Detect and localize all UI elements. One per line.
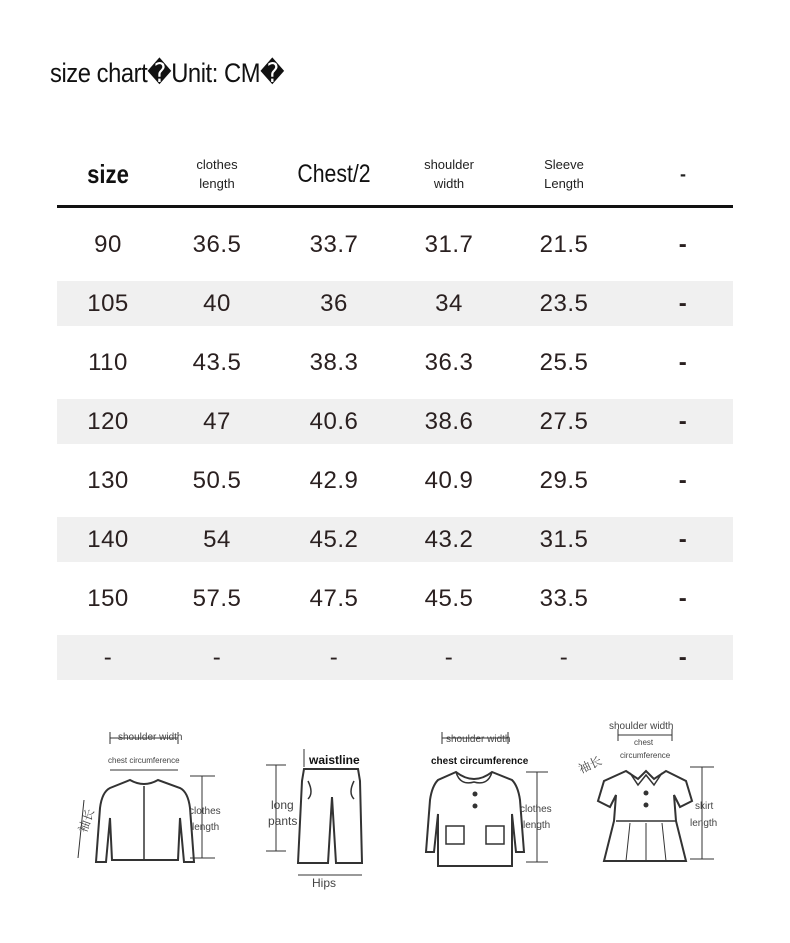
table-cell: 21.5 [539, 231, 589, 258]
table-body [57, 222, 733, 680]
table-cell: - [678, 231, 688, 258]
jacket-length-label-1: clothes [189, 806, 221, 817]
table-cell: - [103, 644, 113, 671]
table-cell: 36.5 [192, 231, 242, 258]
table-cell: - [678, 290, 688, 317]
dress-sleeve-label: 袖长 [576, 753, 605, 777]
table-cell: 31.5 [539, 526, 589, 553]
table-cell: 29.5 [539, 467, 589, 494]
table-row [57, 399, 733, 444]
table-row [57, 340, 733, 385]
table-cell: 120 [87, 408, 129, 435]
table-row [57, 458, 733, 503]
table-cell: 45.5 [424, 585, 474, 612]
header-chest: Chest/2 [297, 159, 371, 188]
table-cell: 40 [203, 290, 231, 317]
table-cell: - [678, 408, 688, 435]
header-sleeve-length-label: Sleeve Length [544, 157, 584, 191]
pants-long-label-2: pants [268, 814, 298, 828]
table-cell: 47 [203, 408, 231, 435]
table-cell: 42.9 [309, 467, 359, 494]
size-table [57, 143, 733, 680]
pants-long-label-1: long [271, 798, 294, 812]
jacket-shoulder-label: shoulder width [118, 732, 183, 743]
table-cell: - [559, 644, 569, 671]
dress-drawing [590, 715, 730, 875]
table-cell: - [329, 644, 339, 671]
table-cell: 36.3 [424, 349, 474, 376]
table-cell: - [678, 585, 688, 612]
table-cell: 54 [203, 526, 231, 553]
table-cell: 50.5 [192, 467, 242, 494]
table-header [57, 143, 733, 208]
table-row [57, 222, 733, 267]
table-cell: 25.5 [539, 349, 589, 376]
table-cell: 27.5 [539, 408, 589, 435]
dress-shoulder-label: shoulder width [609, 721, 674, 732]
table-cell: 38.3 [309, 349, 359, 376]
jacket-length-label-2: length [192, 822, 220, 833]
coat-shoulder-label: shoulder width [446, 734, 511, 745]
page-title: size chart�Unit: CM� [50, 58, 285, 88]
dress-chest-label-2: circumference [620, 751, 671, 760]
table-cell: 45.2 [309, 526, 359, 553]
table-row [57, 281, 733, 326]
header-clothes-length-label: clothes length [196, 157, 238, 191]
table-cell: 34 [435, 290, 463, 317]
table-cell: 105 [87, 290, 129, 317]
table-cell: 130 [87, 467, 129, 494]
header-clothes-length [165, 143, 269, 205]
jacket-chest-label: chest circumference [108, 756, 180, 765]
header-extra: - [680, 163, 686, 184]
table-cell: - [678, 349, 688, 376]
jacket-sleeve-label: 袖长 [75, 806, 98, 835]
table-cell: 40.6 [309, 408, 359, 435]
table-cell: - [678, 467, 688, 494]
pants-hips-label: Hips [312, 876, 337, 890]
dress-skirt-label-2: length [690, 818, 718, 829]
header-sleeve-length [509, 143, 619, 205]
pants-waist-label: waistline [309, 753, 360, 767]
table-cell: 110 [88, 349, 128, 376]
jacket-drawing [70, 730, 230, 880]
table-cell: 150 [87, 585, 129, 612]
table-cell: 36 [320, 290, 348, 317]
table-cell: 43.2 [424, 526, 474, 553]
table-cell: 33.7 [309, 231, 359, 258]
table-cell: - [212, 644, 222, 671]
table-cell: - [678, 526, 688, 553]
dress-skirt-label-1: skirt [695, 801, 714, 812]
table-cell: 47.5 [309, 585, 359, 612]
table-row [57, 635, 733, 680]
table-cell: 23.5 [539, 290, 589, 317]
table-cell: 90 [94, 231, 122, 258]
coat-chest-label: chest circumference [431, 756, 529, 767]
table-cell: 57.5 [192, 585, 242, 612]
coat-length-label-2: length [523, 820, 551, 831]
table-row [57, 576, 733, 621]
table-cell: 43.5 [192, 349, 242, 376]
table-cell: - [444, 644, 454, 671]
table-cell: 40.9 [424, 467, 474, 494]
header-size: size [87, 158, 129, 189]
dress-chest-label-1: chest [634, 738, 654, 747]
table-cell: 38.6 [424, 408, 474, 435]
coat-length-label-1: clothes [520, 804, 552, 815]
header-shoulder-width-label: shoulder width [424, 157, 474, 191]
table-cell: 33.5 [539, 585, 589, 612]
table-cell: - [678, 644, 688, 671]
table-row [57, 517, 733, 562]
header-shoulder-width [397, 143, 501, 205]
table-cell: 31.7 [424, 231, 474, 258]
table-cell: 140 [87, 526, 129, 553]
garment-illustrations [0, 700, 790, 943]
